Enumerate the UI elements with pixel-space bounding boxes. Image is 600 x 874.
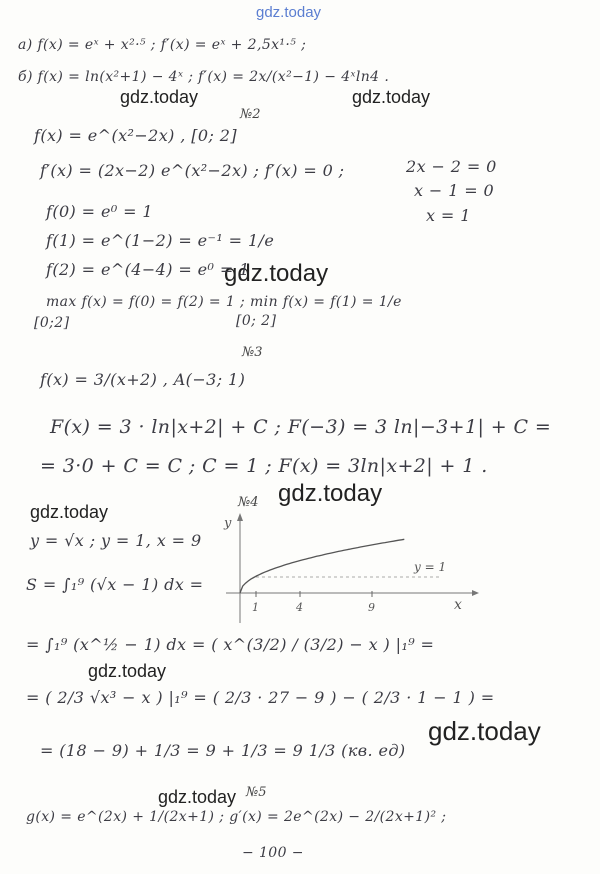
problem-2-line: 2x − 2 = 0 — [406, 157, 497, 176]
problem-4-line: y = √x ; y = 1, x = 9 — [30, 531, 202, 550]
y-axis-label: y — [224, 516, 232, 531]
problem-3-line: = 3·0 + C = C ; C = 1 ; F(x) = 3ln|x+2| + 1 . — [40, 455, 488, 477]
sqrt-curve — [240, 539, 404, 593]
watermark: gdz.today — [120, 87, 199, 107]
problem-1a-line: а) f(x) = eˣ + x²·⁵ ; f′(x) = eˣ + 2,5x¹·⁵ ; — [18, 37, 307, 53]
watermark: gdz.today — [158, 787, 237, 807]
watermark: gdz.today — [224, 260, 329, 287]
x-axis-arrow — [472, 590, 479, 596]
line-y-1-label: y = 1 — [414, 560, 447, 574]
section-number: №4 — [238, 495, 259, 510]
tick-label-4: 4 — [296, 601, 303, 614]
tick-label-9: 9 — [368, 601, 375, 614]
problem-2-line: f′(x) = (2x−2) e^(x²−2x) ; f′(x) = 0 ; — [40, 161, 345, 180]
problem-2-line: f(x) = e^(x²−2x) , [0; 2] — [34, 126, 237, 145]
problem-3-line: f(x) = 3/(x+2) , A(−3; 1) — [40, 370, 246, 389]
x-axis-label: x — [454, 597, 462, 613]
problem-2-line: [0; 2] — [236, 313, 277, 329]
watermark: gdz.today — [278, 480, 383, 507]
area-graph — [222, 505, 482, 635]
tick-label-1: 1 — [252, 601, 259, 614]
problem-2-line: f(1) = e^(1−2) = e⁻¹ = 1/e — [46, 231, 275, 250]
watermark: gdz.today — [88, 661, 167, 681]
problem-2-line: x = 1 — [426, 206, 471, 225]
watermark-top: gdz.today — [256, 4, 322, 21]
problem-2-line: x − 1 = 0 — [414, 181, 495, 200]
problem-2-line: f(2) = e^(4−4) = e⁰ = 1 — [46, 260, 250, 279]
problem-4-line: S = ∫₁⁹ (√x − 1) dx = — [26, 575, 204, 594]
page-number: − 100 − — [242, 845, 304, 861]
problem-1b-line: б) f(x) = ln(x²+1) − 4ˣ ; f′(x) = 2x/(x²−1) − 4ˣln4 . — [18, 69, 390, 85]
y-axis-arrow — [237, 513, 243, 521]
watermark: gdz.today — [30, 502, 109, 522]
section-number: №2 — [240, 107, 261, 122]
problem-5-line: g(x) = e^(2x) + 1/(2x+1) ; g′(x) = 2e^(2x) − 2/(2x+1)² ; — [26, 809, 447, 825]
problem-4-line: = ( 2/3 √x³ − x ) |₁⁹ = ( 2/3 · 27 − 9 ) − ( 2/3 · 1 − 1 ) = — [26, 688, 495, 707]
watermark: gdz.today — [428, 716, 541, 746]
problem-3-line: F(x) = 3 · ln|x+2| + C ; F(−3) = 3 ln|−3+1| + C = — [50, 416, 552, 438]
problem-4-line: = ∫₁⁹ (x^½ − 1) dx = ( x^(3/2) / (3/2) − x ) |₁⁹ = — [26, 635, 435, 654]
section-number: №5 — [246, 785, 267, 800]
section-number: №3 — [242, 345, 263, 360]
problem-2-line: f(0) = e⁰ = 1 — [46, 202, 154, 221]
problem-4-line: = (18 − 9) + 1/3 = 9 + 1/3 = 9 1/3 (кв. ед) — [40, 741, 406, 760]
watermark: gdz.today — [352, 87, 431, 107]
problem-2-line: [0;2] — [34, 315, 70, 331]
problem-2-line: max f(x) = f(0) = f(2) = 1 ; min f(x) = f(1) = 1/e — [46, 294, 402, 310]
